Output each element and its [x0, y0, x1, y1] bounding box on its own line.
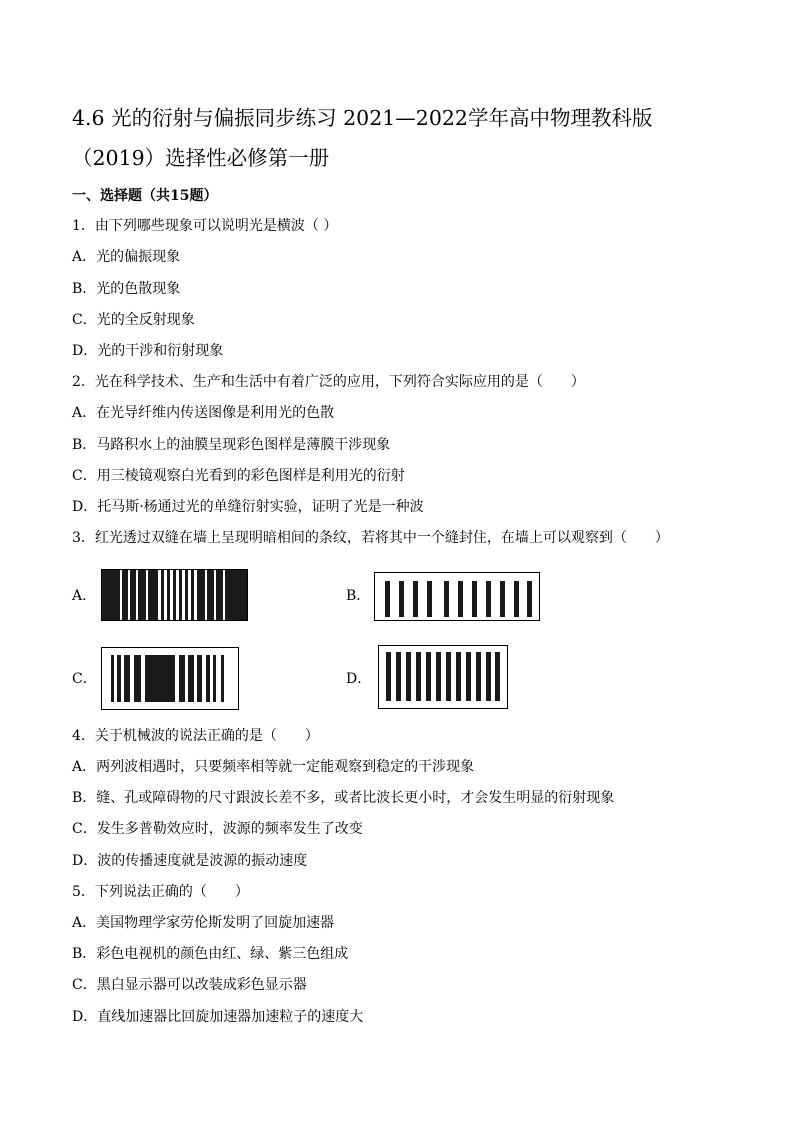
- question-5-stem: 5．下列说法正确的（ ）: [72, 884, 249, 900]
- fringe-c-bar-4: [134, 655, 141, 702]
- question-2-option-d: D．托马斯·杨通过光的单缝衍射实验，证明了光是一种波: [72, 499, 424, 515]
- fringe-a-bar-14: [216, 570, 223, 620]
- fringe-b-bar-11: [527, 581, 532, 617]
- question-5-option-d: D．直线加速器比回旋加速器加速粒子的速度大: [72, 1009, 364, 1025]
- fringe-a-bar-15: [225, 570, 247, 620]
- fringe-a-bar-9: [179, 570, 182, 620]
- fringe-d-bar-2: [396, 652, 401, 701]
- fringe-c-bar-11: [221, 655, 224, 702]
- fringe-d-bar-1: [386, 652, 391, 701]
- question-1-option-a: A．光的偏振现象: [72, 249, 181, 265]
- fringe-d-bar-3: [406, 652, 411, 701]
- fringe-d-bar-7: [446, 652, 451, 701]
- fringe-d-bar-11: [486, 652, 491, 701]
- fringe-pattern-a: [101, 569, 248, 621]
- question-1-option-d: D．光的干涉和衍射现象: [72, 343, 224, 359]
- question-3-option-a-label: A．: [72, 588, 97, 604]
- fringe-d-bar-12: [495, 652, 500, 701]
- question-1-stem: 1．由下列哪些现象可以说明光是横波（ ）: [72, 218, 338, 234]
- fringe-a-bar-4: [138, 570, 146, 620]
- question-1-option-b: B．光的色散现象: [72, 281, 181, 297]
- question-2-option-a: A．在光导纤维内传送图像是利用光的色散: [72, 405, 335, 421]
- fringe-b-bar-7: [472, 581, 477, 617]
- question-4-option-c: C．发生多普勒效应时，波源的频率发生了改变: [72, 821, 363, 837]
- question-2-option-c: C．用三棱镜观察白光看到的彩色图样是利用光的衍射: [72, 468, 405, 484]
- title-line-1: 4.6 光的衍射与偏振同步练习 2021—2022学年高中物理教科版: [72, 106, 653, 130]
- fringe-b-bar-9: [500, 581, 505, 617]
- fringe-b-bar-1: [385, 581, 390, 617]
- fringe-a-bar-7: [167, 570, 170, 620]
- question-4-option-a: A．两列波相遇时，只要频率相等就一定能观察到稳定的干涉现象: [72, 759, 475, 775]
- fringe-c-bar-1: [111, 655, 114, 702]
- fringe-pattern-b: [374, 572, 540, 621]
- document-title: [72, 98, 732, 178]
- fringe-c-bar-5: [145, 655, 175, 702]
- fringe-a-bar-11: [191, 570, 194, 620]
- question-5-option-c: C．黑白显示器可以改装成彩色显示器: [72, 977, 307, 993]
- fringe-c-bar-6: [179, 655, 185, 702]
- fringe-a-bar-1: [102, 570, 120, 620]
- fringe-a-bar-3: [130, 570, 136, 620]
- fringe-c-stripes: [111, 655, 224, 702]
- fringe-a-stripes: [102, 570, 247, 620]
- fringe-c-bar-10: [213, 655, 216, 702]
- fringe-b-bar-2: [399, 581, 404, 617]
- fringe-a-bar-10: [185, 570, 188, 620]
- fringe-d-bar-4: [416, 652, 421, 701]
- fringe-c-bar-8: [197, 655, 202, 702]
- fringe-c-bar-2: [117, 655, 121, 702]
- fringe-a-bar-2: [122, 570, 128, 620]
- question-3-option-d-label: D．: [346, 671, 372, 687]
- fringe-c-bar-7: [188, 655, 194, 702]
- fringe-a-bar-13: [207, 570, 214, 620]
- fringe-a-bar-12: [197, 570, 205, 620]
- question-3-stem: 3．红光透过双缝在墙上呈现明暗相间的条纹，若将其中一个缝封住，在墙上可以观察到（ ）: [72, 530, 669, 546]
- fringe-b-bar-10: [514, 581, 519, 617]
- question-2-option-b: B．马路积水上的油膜呈现彩色图样是薄膜干涉现象: [72, 437, 391, 453]
- fringe-d-bar-10: [476, 652, 481, 701]
- question-1-option-c: C．光的全反射现象: [72, 312, 195, 328]
- fringe-b-bar-6: [458, 581, 463, 617]
- fringe-c-bar-3: [124, 655, 130, 702]
- fringe-c-bar-9: [206, 655, 210, 702]
- fringe-pattern-d: [378, 645, 508, 709]
- fringe-a-bar-5: [148, 570, 158, 620]
- fringe-b-bar-4: [427, 581, 432, 617]
- fringe-b-bar-5: [444, 581, 449, 617]
- question-5-option-b: B．彩色电视机的颜色由红、绿、紫三色组成: [72, 946, 349, 962]
- fringe-d-bar-9: [466, 652, 471, 701]
- title-line-2: （2019）选择性必修第一册: [72, 146, 330, 170]
- question-4-option-b: B．缝、孔或障碍物的尺寸跟波长差不多，或者比波长更小时，才会发生明显的衍射现象: [72, 790, 615, 806]
- question-3-option-c-label: C．: [72, 671, 97, 687]
- fringe-d-bar-8: [456, 652, 461, 701]
- question-4-option-d: D．波的传播速度就是波源的振动速度: [72, 853, 308, 869]
- section-heading: 一、选择题（共15题）: [72, 188, 218, 204]
- question-4-stem: 4．关于机械波的说法正确的是（ ）: [72, 728, 319, 744]
- question-2-stem: 2．光在科学技术、生产和生活中有着广泛的应用，下列符合实际应用的是（ ）: [72, 374, 585, 390]
- question-5-option-a: A．美国物理学家劳伦斯发明了回旋加速器: [72, 915, 335, 931]
- fringe-d-bar-5: [426, 652, 431, 701]
- fringe-b-bar-8: [486, 581, 491, 617]
- fringe-a-bar-8: [173, 570, 176, 620]
- fringe-b-bar-3: [413, 581, 418, 617]
- fringe-pattern-c: [101, 647, 239, 710]
- fringe-d-bar-6: [436, 652, 441, 701]
- question-3-option-b-label: B．: [346, 588, 371, 604]
- fringe-a-bar-6: [161, 570, 164, 620]
